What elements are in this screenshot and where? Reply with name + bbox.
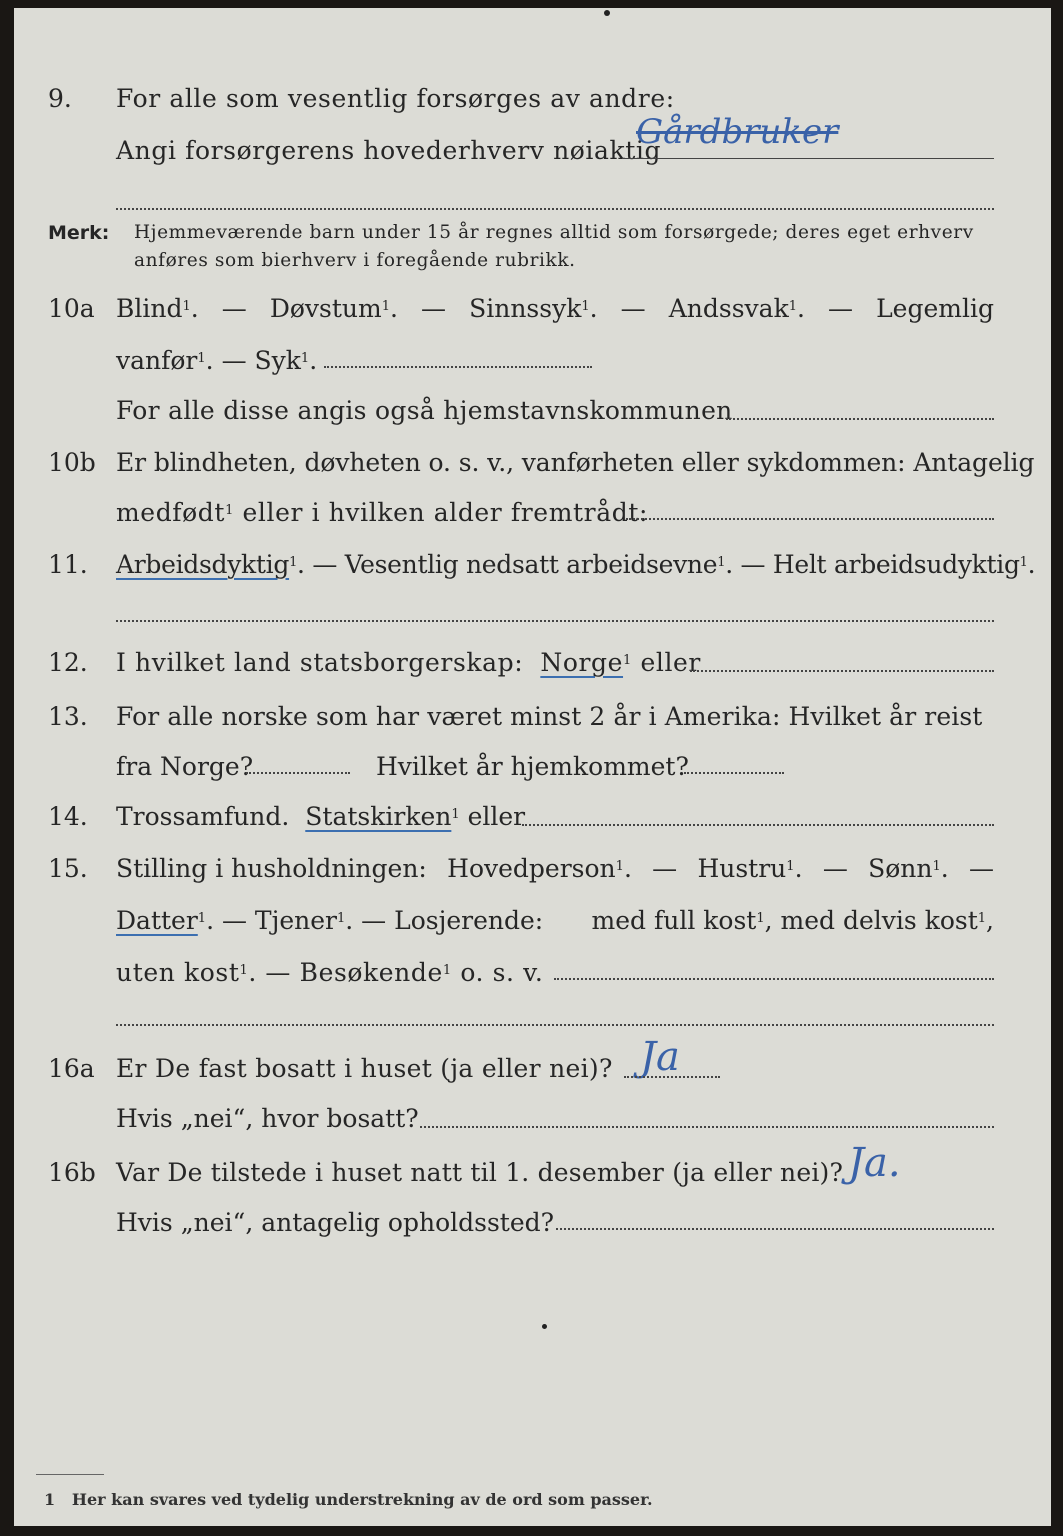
- footnote-text: Her kan svares ved tydelig understrekning av de ord som passer.: [71, 1490, 653, 1509]
- q16b-line-1: Var De tilstede i huset natt til 1. desember (ja eller nei)?: [116, 1158, 844, 1187]
- q9-handwritten-answer: Gårdbruker: [636, 112, 839, 152]
- q10a-andssvak: Andssvak$^1$.: [668, 294, 805, 323]
- q12-number: 12.: [48, 648, 88, 677]
- q11-number: 11.: [48, 550, 88, 579]
- q9-number: 9.: [48, 84, 72, 113]
- q12-text: I hvilket land statsborgerskap: Norge$^1$ eller: [116, 648, 701, 677]
- q16a-line-2: Hvis „nei“, hvor bosatt?: [116, 1104, 419, 1133]
- q9-line-2: Angi forsørgerens hovederhverv nøiaktig: [116, 136, 662, 165]
- q16b-line-2: Hvis „nei“, antagelig opholdssted?: [116, 1208, 555, 1237]
- q12-line: [690, 670, 994, 672]
- q15-continuation-line: [116, 1024, 994, 1026]
- q13-hjemkommet-line: [684, 772, 784, 774]
- q10b-line-1: Er blindheten, døvheten o. s. v., vanførheten eller sykdommen: Antagelig: [116, 448, 1035, 477]
- ink-dot: [542, 1324, 547, 1329]
- footnote: [44, 1490, 653, 1509]
- ink-dot: [604, 10, 610, 16]
- dash: —: [652, 854, 678, 883]
- merk-line-1: Hjemmeværende barn under 15 år regnes alltid som forsørgede; deres eget erhverv: [134, 222, 974, 243]
- q16b-opholdssted-line: [556, 1228, 994, 1230]
- q13-line-1: For alle norske som har været minst 2 år i Amerika: Hvilket år reist: [116, 702, 983, 731]
- q15-kost: med full kost$^1$, med delvis kost$^1$,: [591, 906, 994, 935]
- q10a-syk-line: [324, 366, 592, 368]
- q13-number: 13.: [48, 702, 88, 731]
- footnote-rule: [36, 1474, 104, 1475]
- q16b-number: 16b: [48, 1158, 96, 1187]
- q10a-kommune-line: [726, 418, 994, 420]
- q14-text: Trossamfund. Statskirken$^1$ eller: [116, 802, 526, 831]
- q9-answer-line: [622, 158, 994, 159]
- q13-line-2b: Hvilket år hjemkommet?: [376, 752, 689, 781]
- q16a-handwritten-answer: Ja: [640, 1034, 680, 1080]
- dash: —: [828, 294, 854, 323]
- merk-label: Merk:: [48, 222, 110, 244]
- q16b-handwritten-answer: Ja.: [848, 1140, 901, 1186]
- q10a-blind: Blind$^1$.: [116, 294, 199, 323]
- q15-number: 15.: [48, 854, 88, 883]
- q10a-sinnssyk: Sinnssyk$^1$.: [469, 294, 598, 323]
- dash: —: [822, 854, 848, 883]
- q15-datter-tjener: Datter$^1$. — Tjener$^1$. — Losjerende:: [116, 906, 544, 935]
- q9-continuation-line: [116, 208, 994, 210]
- dash: —: [620, 294, 646, 323]
- q15-line: [554, 978, 994, 980]
- q15-stilling: Stilling i husholdningen:: [116, 854, 427, 883]
- q16a-bosatt-line: [420, 1126, 994, 1128]
- q10b-number: 10b: [48, 448, 96, 477]
- q10b-age-line: [626, 518, 994, 520]
- q16a-line: [624, 1076, 720, 1078]
- census-form-page: [14, 8, 1051, 1526]
- q9-line-1: For alle som vesentlig forsørges av andre:: [116, 84, 675, 113]
- q13-reist-line: [246, 772, 350, 774]
- dash: —: [969, 854, 994, 883]
- q16a-number: 16a: [48, 1054, 95, 1083]
- footnote-mark: 1: [44, 1490, 56, 1509]
- q10a-number: 10a: [48, 294, 95, 323]
- q14-line: [522, 824, 994, 826]
- dash: —: [421, 294, 447, 323]
- q14-number: 14.: [48, 802, 88, 831]
- q13-line-2a: fra Norge?: [116, 752, 254, 781]
- dash: —: [221, 294, 247, 323]
- merk-line-2: anføres som bierhverv i foregående rubrikk.: [134, 250, 576, 271]
- q15-sonn: Sønn$^1$.: [868, 854, 949, 883]
- q15-hovedperson: Hovedperson$^1$.: [447, 854, 632, 883]
- q15-hustru: Hustru$^1$.: [697, 854, 803, 883]
- q10a-vanfor-syk: vanfør$^1$. — Syk$^1$.: [116, 346, 318, 375]
- q16a-line-1: Er De fast bosatt i huset (ja eller nei)?: [116, 1054, 613, 1083]
- q11-continuation-line: [116, 620, 994, 622]
- q10b-line-2: medfødt$^1$ eller i hvilken alder fremtrådt:: [116, 498, 648, 527]
- q15-line-3: uten kost$^1$. — Besøkende$^1$ o. s. v.: [116, 958, 544, 987]
- q10a-dovstum: Døvstum$^1$.: [269, 294, 398, 323]
- q10a-legemlig: Legemlig: [876, 294, 994, 323]
- q11-options: Arbeidsdyktig$^1$. — Vesentlig nedsatt arbeidsevne$^1$. — Helt arbeidsudyktig$^1$.: [116, 550, 1036, 579]
- q10a-line-3: For alle disse angis også hjemstavnskommunen: [116, 396, 733, 425]
